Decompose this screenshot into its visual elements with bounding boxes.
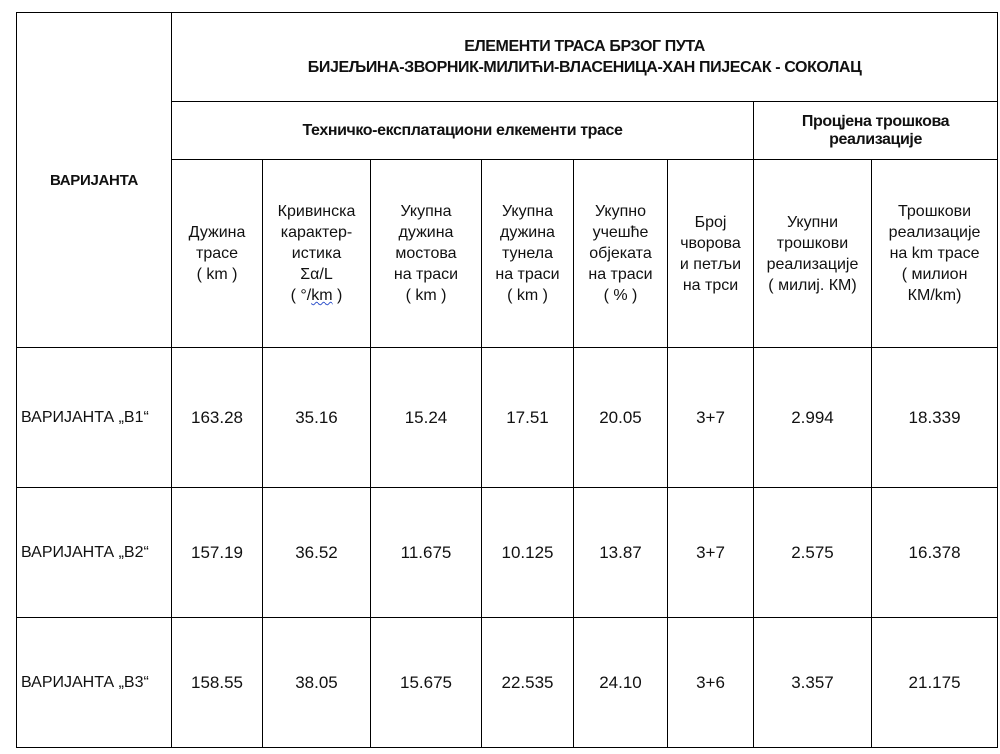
column-header-line: карактер- [280,224,353,241]
column-header-line: учешће [592,224,649,241]
column-header-line: дужина [398,224,454,241]
cell-structures-share: 13.87 [574,488,668,618]
column-header-line: чворова [680,234,741,252]
variant-name: ВАРИЈАНТА „В3“ [17,618,172,748]
column-header-route-length [172,160,263,348]
column-header-line: тунела [502,245,553,262]
column-header-line: Укупно [594,203,647,220]
table-title-line2: БИЈЕЉИНА-ЗВОРНИК-МИЛИЋИ-ВЛАСЕНИЦА-ХАН ПИЈЕСАК - СОКОЛАЦ [307,59,862,76]
column-header-line: ( km ) [405,287,447,304]
technical-elements-header: Техничко-експлатациони елкементи трасе [172,102,754,160]
cell-tunnels-length: 17.51 [482,348,574,488]
column-header-line: ( % ) [603,287,638,304]
column-header-line: на траси [495,266,560,283]
cell-cost-per-km: 21.175 [872,618,998,748]
column-header-line: реализације [888,224,981,241]
column-header-line: објеката [589,245,652,262]
column-header-tunnels-length [482,160,574,348]
cell-total-cost: 3.357 [754,618,872,748]
cell-route-length: 163.28 [172,348,263,488]
column-header-line: мостова [395,245,457,262]
cell-bridges-length: 15.675 [371,618,482,748]
column-header-curvature [263,160,371,348]
column-header-line: Укупна [501,203,554,220]
cell-cost-per-km: 16.378 [872,488,998,618]
column-header-line: на трси [682,276,739,294]
column-header-line: КМ/km) [907,287,962,304]
column-header-unit [265,285,368,306]
cell-curvature: 38.05 [263,618,371,748]
cost-estimate-header-line2: реализације [829,130,922,148]
column-header-line: Трошкови [898,203,972,220]
table-row [17,348,998,488]
cell-cost-per-km: 18.339 [872,348,998,488]
column-header-line: реализације [766,255,859,273]
column-header-total-cost [754,160,872,348]
column-header-line: Σα/L [300,266,333,283]
cell-tunnels-length: 10.125 [482,488,574,618]
table-row [17,488,998,618]
column-header-line: истика [291,245,342,262]
table-title-line1: ЕЛЕМЕНТИ ТРАСА БРЗОГ ПУТА [464,38,705,55]
column-header-line: трасе [195,245,239,262]
cell-bridges-length: 15.24 [371,348,482,488]
cell-total-cost: 2.994 [754,348,872,488]
unit-km: km [311,287,333,304]
cell-tunnels-length: 22.535 [482,618,574,748]
unit-suffix: ) [332,287,343,304]
column-header-line: Дужина [188,224,246,241]
column-header-cost-per-km [872,160,998,348]
cell-curvature: 36.52 [263,488,371,618]
table-title [172,13,998,102]
column-header-line: на траси [588,266,653,283]
table-row [17,618,998,748]
cost-estimate-header [754,102,998,160]
column-header-line: Број [694,213,727,231]
column-header-line: и петљи [679,255,742,273]
unit-prefix: ( °/ [290,287,312,304]
cell-structures-share: 24.10 [574,618,668,748]
variant-name: ВАРИЈАНТА „В2“ [17,488,172,618]
column-header-line: на траси [393,266,459,283]
column-header-bridges-length [371,160,482,348]
cell-total-cost: 2.575 [754,488,872,618]
cost-estimate-header-line1: Процјена трошкова [801,112,950,130]
cell-structures-share: 20.05 [574,348,668,488]
column-header-line: ( km ) [507,287,548,304]
column-header-nodes-count [668,160,754,348]
column-header-line: Укупни [786,213,839,231]
column-header-structures-share [574,160,668,348]
cell-nodes-count: 3+7 [668,488,754,618]
column-header-line: на km трасе [889,245,980,262]
variant-header: ВАРИЈАНТА [17,13,172,348]
cell-bridges-length: 11.675 [371,488,482,618]
cell-nodes-count: 3+7 [668,348,754,488]
variant-name: ВАРИЈАНТА „В1“ [17,348,172,488]
cell-nodes-count: 3+6 [668,618,754,748]
column-header-line: Кривинска [277,203,356,220]
column-header-line: дужина [500,224,555,241]
column-header-line: ( милион [901,266,968,283]
column-header-line: ( km ) [196,266,238,283]
column-header-line: трошкови [776,234,849,252]
column-header-line: ( милиј. КМ) [768,276,857,294]
cell-curvature: 35.16 [263,348,371,488]
column-header-line: Укупна [400,203,452,220]
cell-route-length: 157.19 [172,488,263,618]
route-elements-table [16,12,998,748]
cell-route-length: 158.55 [172,618,263,748]
